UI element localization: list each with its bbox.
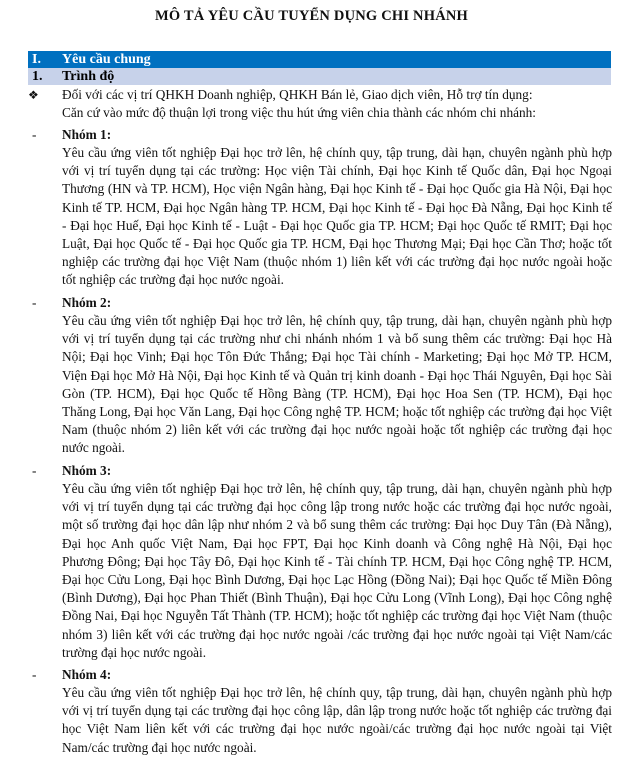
intro-text — [62, 86, 612, 122]
group-title: Nhóm 3: — [62, 463, 112, 478]
diamond-bullet-icon: ❖ — [28, 88, 39, 102]
document-title: MÔ TẢ YÊU CẦU TUYỂN DỤNG CHI NHÁNH — [154, 8, 469, 24]
intro-line: Căn cứ vào mức độ thuận lợi trong việc thu hút ứng viên chia thành các nhóm chi nhánh: — [62, 105, 536, 120]
section-header — [28, 51, 611, 68]
list-dash: - — [32, 295, 37, 310]
subsection-header — [28, 68, 611, 85]
subsection-label: Trình độ — [62, 69, 115, 84]
group-body: Yêu cầu ứng viên tốt nghiệp Đại học trở lên, hệ chính quy, tập trung, dài hạn, chuyên ngành phù hợp với vị trí tuyển dụng tại các trường: Học viện Tài chính, Đại học Kinh tế Quốc dân, Đại học Ngoại Thương (HN và TP. HCM), Học viện Ngân hàng, Đại học Kinh tế - Đại học Quốc gia Hà Nội, Đại học Kinh tế TP. HCM, Đại học Ngân hàng TP. HCM, Đại học Kinh tế - Đại học Đà Nẵng, Đại học Kinh tế - Đại học Huế, Đại học Kinh tế - Luật - Đại học Quốc gia TP. HCM; Đại học Quốc tế RMIT; Đại học Luật, Đại học Quốc tế - Đại học Quốc gia TP. HCM, Đại học Thương Mại; Đại học Cần Thơ; hoặc tốt nghiệp các trường đại học Việt Nam (thuộc nhóm 1) liên kết với các trường đại học nước ngoài hoặc tốt nghiệp các trường đại học nước ngoài. — [62, 145, 612, 288]
group-body: Yêu cầu ứng viên tốt nghiệp Đại học trở lên, hệ chính quy, tập trung, dài hạn, chuyên ngành phù hợp với vị trí tuyển dụng tại các trường đại học công lập, dân lập trong nước hoặc tốt nghiệp các trường đại học Việt Nam liên kết với các trường đại học nước ngoài/các trường đại học nước ngoài tại Việt Nam/các trường đại học nước ngoài. — [62, 685, 612, 755]
intro-line: Đối với các vị trí QHKH Doanh nghiệp, QHKH Bán lẻ, Giao dịch viên, Hỗ trợ tín dụng: — [62, 87, 533, 102]
section-number: I. — [32, 52, 41, 67]
group-title: Nhóm 1: — [62, 127, 112, 142]
group-title: Nhóm 2: — [62, 295, 112, 310]
list-dash: - — [32, 463, 37, 478]
list-dash: - — [32, 667, 37, 682]
section-label: Yêu cầu chung — [62, 52, 151, 67]
subsection-number: 1. — [32, 69, 43, 84]
group-body: Yêu cầu ứng viên tốt nghiệp Đại học trở lên, hệ chính quy, tập trung, dài hạn, chuyên ngành phù hợp với vị trí tuyển dụng tại các trường đại học công lập trong nước hoặc các trường đại học nước ngoài, một số trường đại học dân lập như nhóm 2 và bổ sung thêm các trường: Đại học Duy Tân (Đà Nẵng), Đại học Anh quốc Việt Nam, Đại học FPT, Đại học Kinh doanh và Công nghệ Hà Nội, Đại học Phương Đông; Đại học Tây Đô, Đại học Kinh tế - Tài chính TP. HCM, Đại học Công nghệ TP. HCM, Đại học Cửu Long, Đại học Bình Dương, Đại học Lạc Hồng (Đồng Nai); Đại học Quốc tế Miền Đông (Bình Dương), Đại học Phan Thiết (Bình Thuận), Đại học Cửu Long (Vĩnh Long), Đại học Công nghệ Đồng Nai, Đại học Nguyễn Tất Thành (TP. HCM); hoặc tốt nghiệp các trường đại học Việt Nam (thuộc nhóm 3) liên kết với các trường đại học nước ngoài /các trường đại học nước ngoài tại Việt Nam/các trường đại học nước ngoài. — [62, 481, 612, 660]
group-title: Nhóm 4: — [62, 667, 112, 682]
group-body: Yêu cầu ứng viên tốt nghiệp Đại học trở lên, hệ chính quy, tập trung, dài hạn, chuyên ngành phù hợp với vị trí tuyển dụng tại các trường như chi nhánh nhóm 1 và bổ sung thêm các trường: Đại học Hà Nội; Đại học Vinh; Đại học Tôn Đức Thắng; Đại học Tài chính - Marketing; Đại học Mở TP. HCM, Viện Đại học Mở Hà Nội, Đại học Kinh tế và Quản trị kinh doanh - Đại học Thái Nguyên, Đại học Sài Gòn (TP. HCM), Đại học Quốc tế Hồng Bàng (TP. HCM), Đại học Hoa Sen (TP. HCM), Đại học Thăng Long, Đại học Văn Lang, Đại học Công nghệ TP. HCM; hoặc tốt nghiệp các trường đại học Việt Nam (thuộc nhóm 2) liên kết với các trường đại học nước ngoài hoặc tốt nghiệp các trường đại học nước ngoài. — [62, 313, 612, 456]
list-dash: - — [32, 127, 37, 142]
